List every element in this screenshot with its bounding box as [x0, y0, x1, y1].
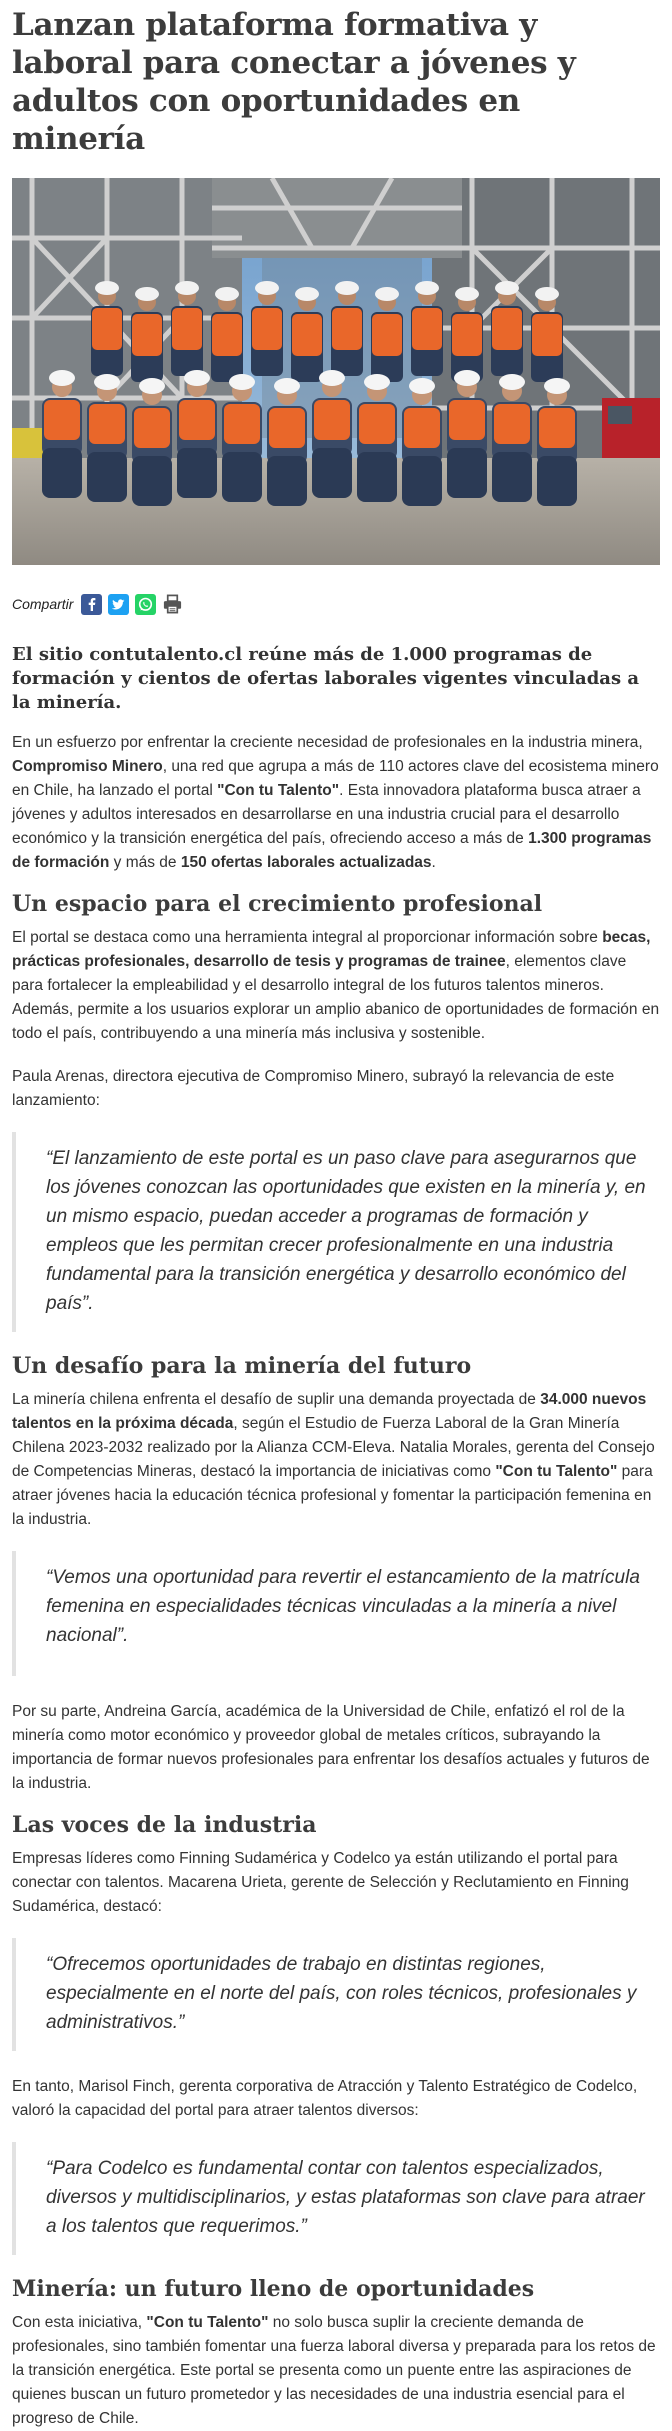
paragraph-andreina: Por su parte, Andreina García, académica de la Universidad de Chile, enfatizó el rol de la minería como motor económico y proveedor global de metales críticos, subrayando la importancia de formar nuevos profesionales para enfrentar los desafíos actuales y futuros de la industria. — [12, 1703, 650, 1792]
share-bar — [12, 591, 660, 617]
quote-natalia: “Vemos una oportunidad para revertir el estancamiento de la matrícula femenina en especialidades técnicas vinculadas a la minería a nivel nacional”. — [12, 1551, 660, 1676]
twitter-icon[interactable] — [108, 594, 129, 615]
print-icon[interactable] — [162, 594, 183, 615]
paragraph-paula: Paula Arenas, directora ejecutiva de Compromiso Minero, subrayó la relevancia de este lanzamiento: — [12, 1068, 615, 1109]
quote-marisol: “Para Codelco es fundamental contar con talentos especializados, diversos y multidisciplinarios, y estas plataformas son clave para atraer a los talentos que requerimos.” — [12, 2142, 660, 2255]
facebook-icon[interactable] — [81, 594, 102, 615]
whatsapp-icon[interactable] — [135, 594, 156, 615]
paragraph-desafio: La minería chilena enfrenta el desafío de suplir una demanda proyectada de 34.000 nuevos talentos en la próxima década, según el Estudio de Fuerza Laboral de la Gran Minería Chilena 2023-2032 realizado por la Alianza CCM-Eleva. Natalia Morales, gerenta del Consejo de Competencias Mineras, destacó la importancia de iniciativas como "Con tu Talento" para atraer jóvenes hacia la educación técnica profesional y fomentar la participación femenina en la industria. — [12, 1391, 655, 1528]
heading-espacio: Un espacio para el crecimiento profesional — [12, 891, 543, 917]
heading-voces: Las voces de la industria — [12, 1812, 317, 1838]
heading-desafio: Un desafío para la minería del futuro — [12, 1353, 472, 1379]
article-title: Lanzan plataforma formativa y laboral para conectar a jóvenes y adultos con oportunidades en minería — [12, 7, 576, 157]
paragraph-conclusion: Con esta iniciativa, "Con tu Talento" no solo busca suplir la creciente demanda de profesionales, sino también fomentar una fuerza laboral diversa y preparada para los retos de la transición energética. Este portal se presenta como un puente entre las aspiraciones de quienes buscan un futuro prometedor y las necesidades de una industria esencial para el progreso de Chile. — [12, 2314, 656, 2427]
heading-futuro: Minería: un futuro lleno de oportunidades — [12, 2276, 535, 2302]
paragraph-portal: El portal se destaca como una herramienta integral al proporcionar información sobre becas, prácticas profesionales, desarrollo de tesis y programas de trainee, elementos clave para fortalecer la empleabilidad y el desarrollo integral de los futuros talentos mineros. Además, permite a los usuarios explorar un amplio abanico de oportunidades de formación en todo el país, contribuyendo a una minería más inclusiva y sostenible. — [12, 929, 660, 1042]
paragraph-empresas: Empresas líderes como Finning Sudamérica y Codelco ya están utilizando el portal para conectar con talentos. Macarena Urieta, gerente de Selección y Reclutamiento en Finning Sudamérica, destacó: — [12, 1850, 629, 1915]
share-label: Compartir — [12, 596, 74, 612]
article-lead: El sitio contutalento.cl reúne más de 1.000 programas de formación y cientos de ofertas laborales vigentes vinculadas a la minería. — [12, 644, 640, 713]
paragraph-intro: En un esfuerzo por enfrentar la creciente necesidad de profesionales en la industria minera, Compromiso Minero, una red que agrupa a más de 110 actores clave del ecosistema minero en Chile, ha lanzado el portal "Con tu Talento". Esta innovadora plataforma busca atraer a jóvenes y adultos interesados en desarrollarse en una industria crucial para el desarrollo económico y la transición energética del país, ofreciendo acceso a más de 1.300 programas de formación y más de 150 ofertas laborales actualizadas. — [12, 734, 659, 871]
quote-paula: “El lanzamiento de este portal es un paso clave para asegurarnos que los jóvenes conozcan las oportunidades que existen en la minería y, en un mismo espacio, puedan acceder a programas de formación y empleos que les permitan crecer profesionalmente en una industria fundamental para la transición energética y desarrollo económico del país”. — [12, 1132, 660, 1332]
paragraph-marisol: En tanto, Marisol Finch, gerenta corporativa de Atracción y Talento Estratégico de Codelco, valoró la capacidad del portal para atraer talentos diversos: — [12, 2078, 638, 2119]
quote-macarena: “Ofrecemos oportunidades de trabajo en distintas regiones, especialmente en el norte del país, con roles técnicos, profesionales y administrativos.” — [12, 1938, 660, 2051]
hero-image — [12, 178, 660, 565]
